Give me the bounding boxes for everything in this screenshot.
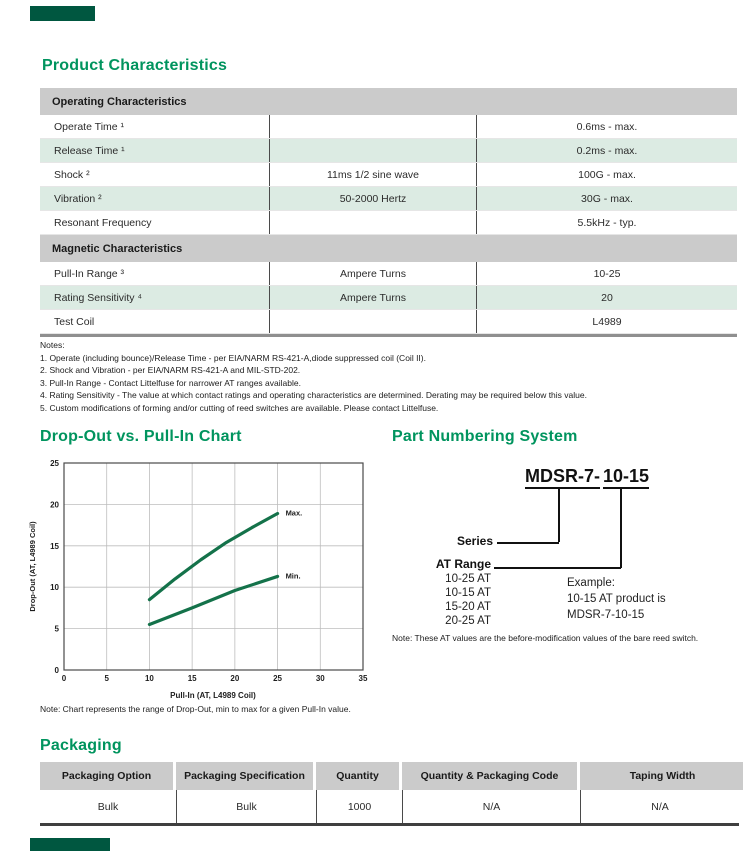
column-header: Packaging Option <box>40 762 173 790</box>
row-label: Vibration ² <box>54 192 102 205</box>
note-item: 4. Rating Sensitivity - The value at which contact ratings and operating characteristics are determined. Derating may be required below this value. <box>40 390 587 401</box>
notes-label: Notes: <box>40 340 65 350</box>
section-title-product-characteristics: Product Characteristics <box>42 57 228 74</box>
atrange-connector-line <box>494 567 621 569</box>
table-row <box>40 139 737 163</box>
part-numbering-diagram <box>385 425 743 660</box>
page-header-bar <box>30 6 95 21</box>
row-label: Pull-In Range ³ <box>54 267 125 280</box>
row-label: Resonant Frequency <box>54 216 152 229</box>
table-section-header-operating: Operating Characteristics <box>40 88 737 115</box>
row-value: 5.5kHz - typ. <box>577 216 637 229</box>
at-range-option: 10-15 AT <box>445 587 491 599</box>
at-range-options <box>415 572 491 628</box>
row-value: 30G - max. <box>581 192 633 205</box>
series-line <box>149 514 277 600</box>
dropout-pullin-chart <box>25 455 377 705</box>
row-value: 100G - max. <box>578 168 636 181</box>
example-line: 10-15 AT product is <box>567 593 666 605</box>
row-condition <box>269 115 477 138</box>
y-tick-label: 10 <box>50 583 59 593</box>
row-value: L4989 <box>592 315 622 328</box>
x-tick-label: 10 <box>144 674 154 683</box>
table-row <box>40 262 737 286</box>
notes-block <box>40 339 730 415</box>
x-tick-label: 35 <box>358 674 368 683</box>
x-tick-label: 15 <box>187 674 197 683</box>
at-range-option: 20-25 AT <box>445 615 491 627</box>
table-row <box>40 310 737 334</box>
table-row <box>40 187 737 211</box>
product-characteristics-table <box>40 88 737 337</box>
x-tick-label: 20 <box>230 674 240 683</box>
part-number <box>525 466 649 487</box>
part-number-example <box>567 575 666 623</box>
row-condition <box>269 211 477 234</box>
at-range-label: AT Range <box>435 557 491 571</box>
packaging-table <box>40 762 739 826</box>
column-header: Packaging Specification <box>176 762 313 790</box>
at-range-option: 10-25 AT <box>445 573 491 585</box>
row-condition: 11ms 1/2 sine wave <box>269 163 477 186</box>
x-tick-label: 30 <box>315 674 325 683</box>
row-condition: Ampere Turns <box>269 286 477 309</box>
section-title-chart: Drop-Out vs. Pull-In Chart <box>40 428 242 445</box>
row-label: Rating Sensitivity ⁴ <box>54 291 142 304</box>
y-tick-label: 5 <box>54 624 59 634</box>
row-condition: 50-2000 Hertz <box>269 187 477 210</box>
table-row <box>40 163 737 187</box>
section-title-packaging: Packaging <box>40 737 122 754</box>
table-row <box>40 115 737 139</box>
column-header: Taping Width <box>580 762 743 790</box>
y-tick-label: 20 <box>50 500 59 510</box>
y-axis-title: Drop-Out (AT, L4989 Coil) <box>28 521 37 612</box>
table-section-header-magnetic: Magnetic Characteristics <box>40 235 737 262</box>
row-label: Operate Time ¹ <box>54 120 125 133</box>
part-number-atrange-segment: 10-15 <box>603 466 649 489</box>
row-value: 20 <box>601 291 613 304</box>
row-value: 0.2ms - max. <box>576 144 638 157</box>
table-row <box>40 211 737 235</box>
packaging-data-row <box>40 790 739 823</box>
y-tick-label: 25 <box>50 459 59 468</box>
cell-packaging-option: Bulk <box>97 800 119 813</box>
row-label: Test Coil <box>54 315 95 328</box>
table-row <box>40 286 737 310</box>
section-title-part-numbering: Part Numbering System <box>392 428 578 445</box>
row-condition <box>269 139 477 162</box>
part-numbering-note: Note: These AT values are the before-modification values of the bare reed switch. <box>392 633 699 643</box>
row-condition: Ampere Turns <box>269 262 477 285</box>
y-tick-label: 0 <box>54 666 59 675</box>
x-tick-label: 5 <box>104 674 109 683</box>
note-item: 3. Pull-In Range - Contact Littelfuse for narrower AT ranges available. <box>40 377 301 388</box>
x-tick-label: 0 <box>61 674 67 683</box>
series-end-label: Min. <box>285 571 301 581</box>
x-tick-label: 25 <box>273 674 283 683</box>
series-connector-line <box>497 542 559 544</box>
chart-note: Note: Chart represents the range of Drop-Out, min to max for a given Pull-In value. <box>40 704 351 714</box>
example-line: MDSR-7-10-15 <box>567 609 645 621</box>
cell-taping-width: N/A <box>580 790 739 823</box>
row-label: Shock ² <box>54 168 90 181</box>
series-connector-line <box>558 488 560 542</box>
series-label: Series <box>456 534 493 548</box>
note-item: 2. Shock and Vibration - per EIA/NARM RS-421-A and MIL-STD-202. <box>40 365 301 376</box>
atrange-connector-line <box>620 488 622 568</box>
plot-border <box>64 463 363 670</box>
cell-quantity: 1000 <box>316 790 402 823</box>
note-item: 5. Custom modifications of forming and/or cutting of reed switches are available. Please contact Littelfuse. <box>40 402 439 413</box>
cell-quantity-packaging-code: N/A <box>402 790 580 823</box>
row-label: Release Time ¹ <box>54 144 125 157</box>
row-condition <box>269 310 477 333</box>
part-number-series-segment: MDSR-7- <box>525 466 600 489</box>
column-header: Quantity & Packaging Code <box>402 762 577 790</box>
column-header: Quantity <box>316 762 399 790</box>
note-item: 1. Operate (including bounce)/Release Time - per EIA/NARM RS-421-A,diode suppressed coil (Coil II). <box>40 352 426 363</box>
cell-packaging-specification: Bulk <box>176 790 316 823</box>
at-range-option: 15-20 AT <box>445 601 491 613</box>
x-axis-title: Pull-In (AT, L4989 Coil) <box>170 691 256 700</box>
row-value: 0.6ms - max. <box>576 120 638 133</box>
page-footer-bar <box>30 838 110 851</box>
series-end-label: Max. <box>285 508 303 518</box>
row-value: 10-25 <box>593 267 621 280</box>
packaging-header-row <box>40 762 739 790</box>
y-tick-label: 15 <box>50 541 59 551</box>
example-line: Example: <box>567 577 615 589</box>
